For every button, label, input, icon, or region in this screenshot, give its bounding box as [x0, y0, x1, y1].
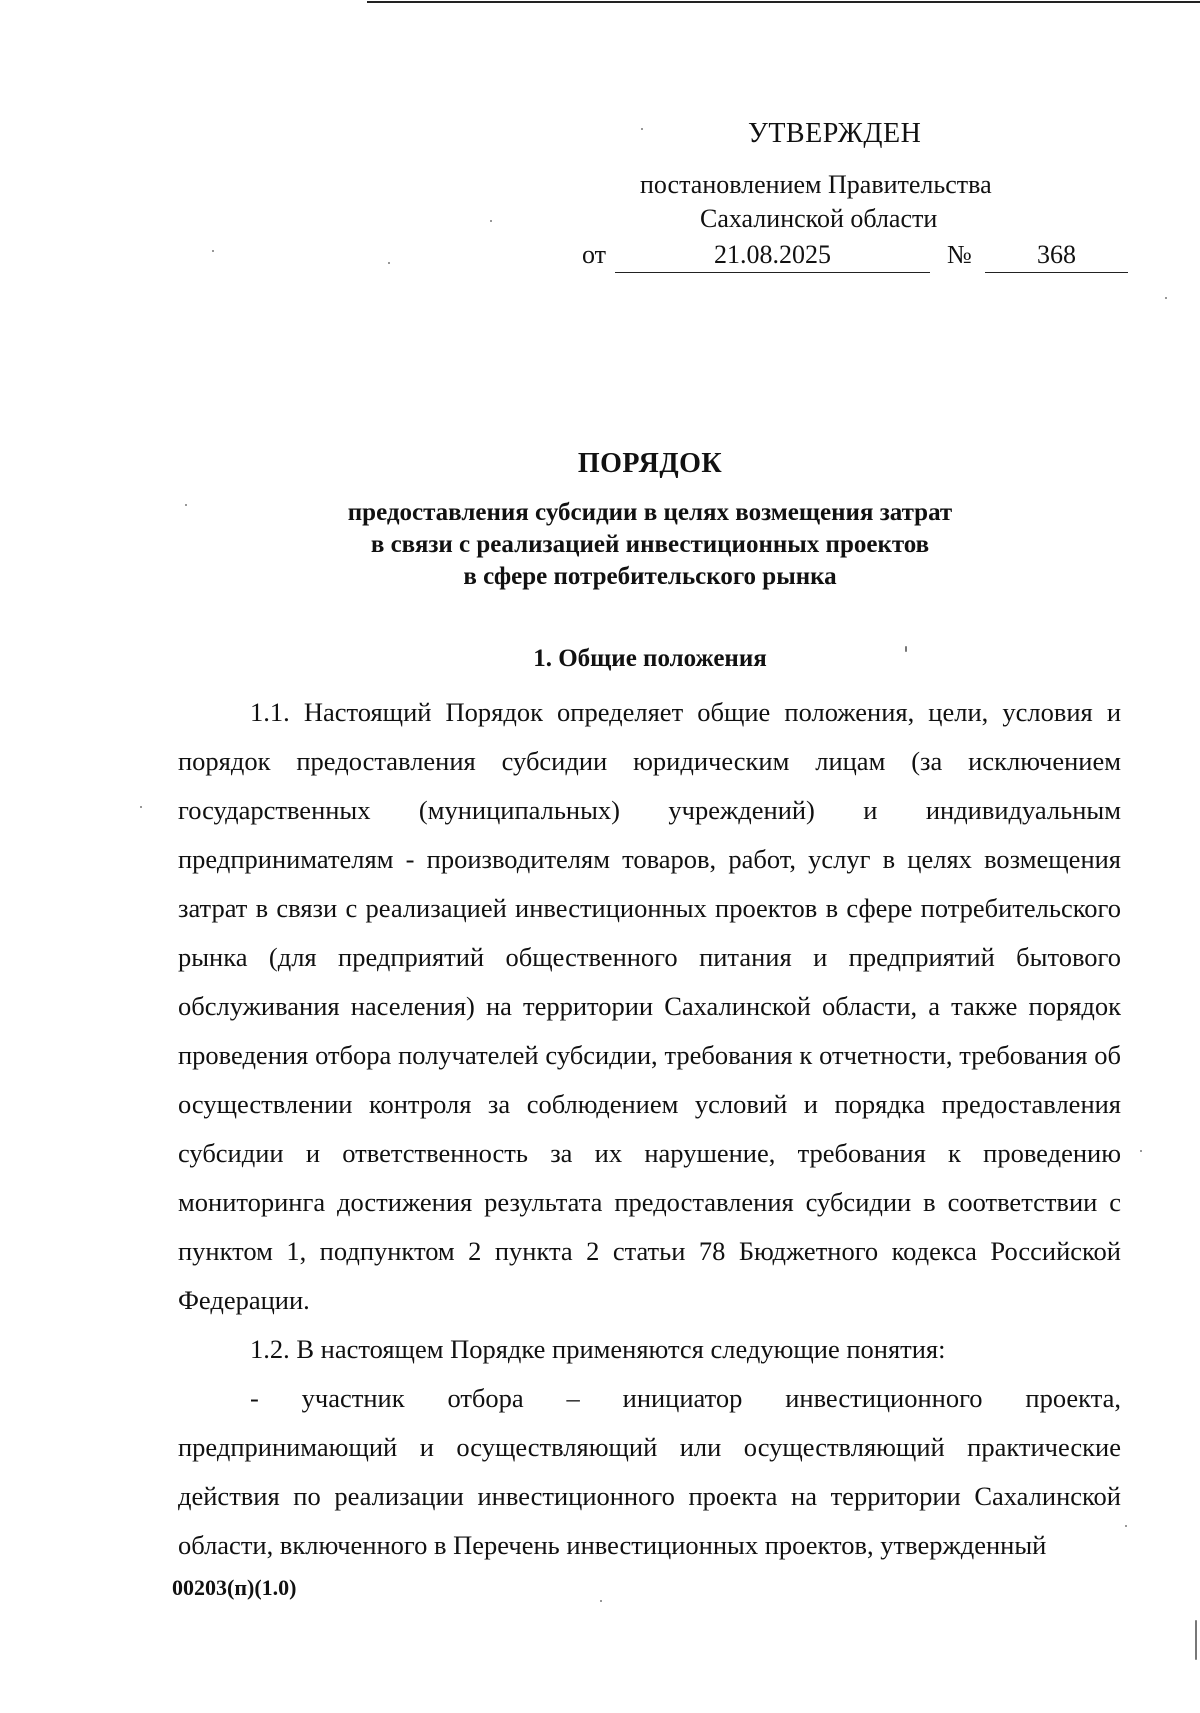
scan-speck	[641, 128, 643, 130]
scan-speck	[490, 220, 492, 222]
approval-date-row	[570, 240, 1130, 280]
scan-speck	[1165, 297, 1167, 299]
paragraph: 1.1. Настоящий Порядок определяет общие положения, цели, условия и порядок предоставления субсидии юридическим лицам (за исключением государственных (муниципальных) учреждений) и индивидуальным предпринимателям - производителям товаров, работ, услуг в целях возмещения затрат в связи с реализацией инвестиционных проектов в сфере потребительского рынка (для предприятий общественного питания и предприятий бытового обслуживания населения) на территории Сахалинской области, а также порядок проведения отбора получателей субсидии, требования к отчетности, требования об осуществлении контроля за соблюдением условий и порядка предоставления субсидии и ответственность за их нарушение, требования к проведению мониторинга достижения результата предоставления субсидии в соответствии с пунктом 1, подпунктом 2 пункта 2 статьи 78 Бюджетного кодекса Российской Федерации.	[178, 697, 1121, 1315]
section-heading: 1. Общие положения	[533, 645, 767, 672]
from-label: от	[582, 240, 607, 269]
approval-title: УТВЕРЖДЕН	[748, 118, 922, 149]
scan-speck	[140, 806, 142, 808]
approval-authority-line: постановлением Правительства	[640, 170, 992, 199]
footer-code: 00203(п)(1.0)	[172, 1575, 297, 1600]
approval-date: 21.08.2025	[615, 240, 930, 273]
scan-speck	[905, 646, 907, 652]
subtitle-line: в сфере потребительского рынка	[463, 563, 837, 590]
scan-speck	[1140, 1150, 1142, 1152]
scan-speck	[185, 504, 187, 506]
top-border-line	[367, 1, 1200, 3]
scan-speck	[1195, 1620, 1197, 1660]
paragraph: - участник отбора – инициатор инвестиционного проекта, предпринимающий и осуществляющий или осуществляющий практические действия по реализации инвестиционного проекта на территории Сахалинской области, включенного в Перечень инвестиционных проектов, утвержденный	[178, 1383, 1121, 1560]
scan-speck	[212, 250, 214, 252]
scan-speck	[600, 1600, 602, 1602]
document-title: ПОРЯДОК	[577, 448, 723, 479]
subtitle-line: в связи с реализацией инвестиционных проектов	[370, 531, 930, 558]
approval-region-line: Сахалинской области	[700, 204, 938, 233]
scan-speck	[1125, 1525, 1127, 1527]
scan-speck	[388, 262, 390, 264]
subtitle-line: предоставления субсидии в целях возмещения затрат	[347, 499, 953, 526]
paragraph: 1.2. В настоящем Порядке применяются следующие понятия:	[250, 1334, 946, 1364]
document-subtitle	[0, 497, 1200, 593]
number-sign: №	[947, 240, 972, 269]
approval-number: 368	[985, 240, 1128, 273]
body-text	[178, 688, 1121, 1570]
